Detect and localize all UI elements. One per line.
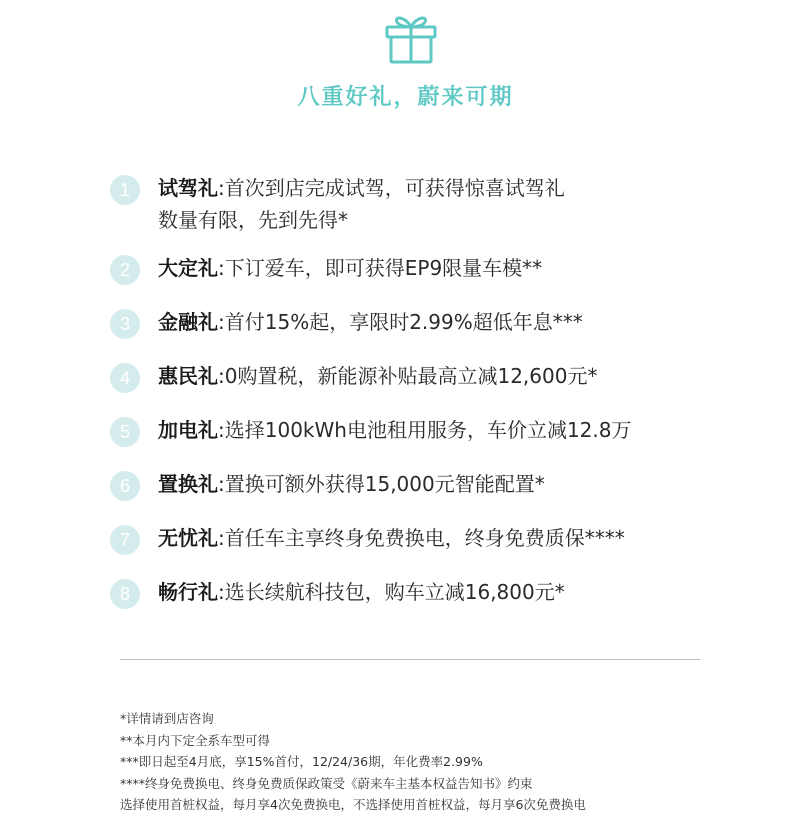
footnote: **本月内下定全系车型可得 [120, 732, 271, 748]
benefit-item-1: 1 试驾礼:首次到店完成试驾，可获得惊喜试驾礼 数量有限，先到先得* [110, 172, 790, 236]
gift-icon [383, 10, 439, 64]
benefit-description: 0购置税，新能源补贴最高立减12,600元* [224, 364, 598, 388]
number-badge: 6 [110, 471, 140, 501]
benefit-label: 金融礼 [158, 310, 218, 334]
benefit-description: 选择100kWh电池租用服务，车价立减12.8万 [224, 418, 632, 442]
footnote: ***即日起至4月底，享15%首付，12/24/36期，年化费率2.99% [120, 754, 483, 769]
benefit-item-6: 6 置换礼:置换可额外获得15,000元智能配置* [110, 468, 790, 500]
number-badge: 8 [110, 579, 140, 609]
benefit-description: 下订爱车，即可获得EP9限量车模** [224, 256, 543, 280]
footnote: *详情请到店咨询 [120, 711, 214, 726]
benefit-item-3: 3 金融礼:首付15%起，享限时2.99%超低年息*** [110, 306, 790, 338]
number-badge: 7 [110, 525, 140, 555]
benefit-list [110, 172, 790, 608]
benefit-description: 选长续航科技包，购车立减16,800元* [224, 580, 565, 604]
benefit-item-2: 2 大定礼:下订爱车，即可获得EP9限量车模** [110, 252, 790, 284]
benefit-label: 惠民礼 [158, 364, 218, 388]
benefit-label: 试驾礼 [158, 176, 218, 200]
benefit-label: 置换礼 [158, 472, 218, 496]
number-badge: 1 [110, 175, 140, 205]
benefit-item-5: 5 加电礼:选择100kWh电池租用服务，车价立减12.8万 [110, 414, 790, 446]
number-badge: 2 [110, 255, 140, 285]
number-badge: 4 [110, 363, 140, 393]
page-title: 八重好礼，蔚来可期 [297, 85, 514, 110]
benefit-subtext: 数量有限，先到先得* [158, 208, 348, 232]
footnotes [120, 708, 800, 816]
benefit-label: 无忧礼 [158, 526, 218, 550]
benefit-item-8: 8 畅行礼:选长续航科技包，购车立减16,800元* [110, 576, 790, 608]
benefit-item-7: 7 无忧礼:首任车主享终身免费换电，终身免费质保**** [110, 522, 790, 554]
benefit-item-4: 4 惠民礼:0购置税，新能源补贴最高立减12,600元* [110, 360, 790, 392]
benefit-description: 首付15%起，享限时2.99%超低年息*** [224, 310, 583, 334]
number-badge: 3 [110, 309, 140, 339]
benefit-label: 加电礼 [158, 418, 218, 442]
benefit-description: 首任车主享终身免费换电，终身免费质保**** [224, 526, 625, 550]
footnote: 选择使用首桩权益，每月享4次免费换电，不选择使用首桩权益，每月享6次免费换电 [120, 797, 586, 812]
benefit-label: 畅行礼 [158, 580, 218, 604]
benefit-label: 大定礼 [158, 256, 218, 280]
footnote: ****终身免费换电、终身免费质保政策受《蔚来车主基本权益告知书》约束 [120, 775, 533, 791]
divider [120, 659, 700, 660]
number-badge: 5 [110, 417, 140, 447]
benefit-description: 置换可额外获得15,000元智能配置* [224, 472, 545, 496]
benefit-description: 首次到店完成试驾，可获得惊喜试驾礼 [224, 176, 565, 200]
